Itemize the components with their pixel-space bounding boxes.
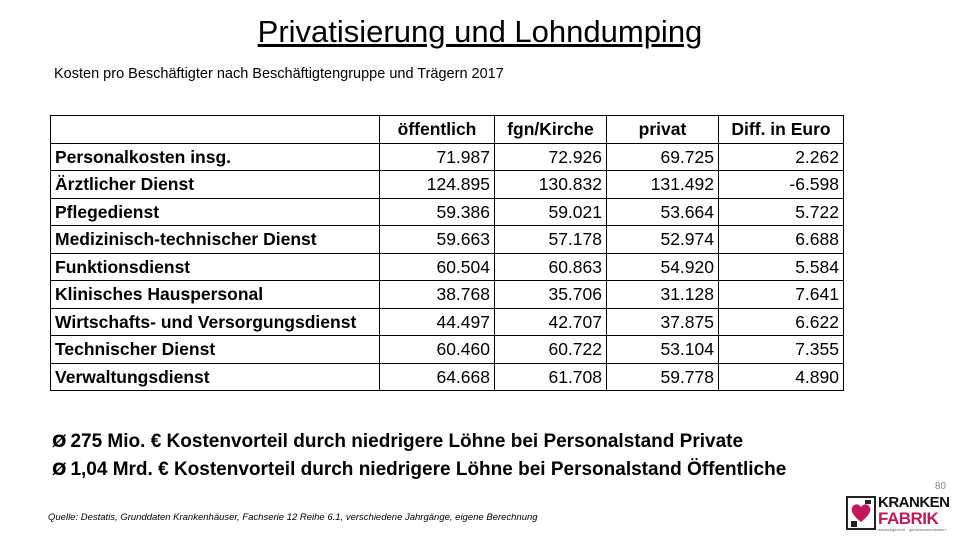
table-row xyxy=(51,171,844,199)
bullet-item xyxy=(52,428,786,456)
value-cell: 59.021 xyxy=(495,198,607,226)
column-header: Diff. in Euro xyxy=(719,116,844,144)
value-cell: 37.875 xyxy=(607,308,719,336)
row-label: Funktionsdienst xyxy=(51,253,380,281)
value-cell: 2.262 xyxy=(719,143,844,171)
value-cell: 54.920 xyxy=(607,253,719,281)
cost-table xyxy=(50,115,844,391)
value-cell: 4.890 xyxy=(719,363,844,391)
column-header: fgn/Kirche xyxy=(495,116,607,144)
table-row xyxy=(51,308,844,336)
value-cell: 130.832 xyxy=(495,171,607,199)
value-cell: 61.708 xyxy=(495,363,607,391)
table-row xyxy=(51,363,844,391)
row-label: Klinisches Hauspersonal xyxy=(51,281,380,309)
value-cell: 60.722 xyxy=(495,336,607,364)
value-cell: 31.128 xyxy=(607,281,719,309)
column-header: privat xyxy=(607,116,719,144)
table-row xyxy=(51,253,844,281)
value-cell: 72.926 xyxy=(495,143,607,171)
value-cell: 59.386 xyxy=(380,198,495,226)
value-cell: 5.722 xyxy=(719,198,844,226)
value-cell: 59.663 xyxy=(380,226,495,254)
bullet-list xyxy=(52,428,786,484)
value-cell: 53.664 xyxy=(607,198,719,226)
row-label: Verwaltungsdienst xyxy=(51,363,380,391)
value-cell: 35.706 xyxy=(495,281,607,309)
table-row xyxy=(51,281,844,309)
value-cell: 38.768 xyxy=(380,281,495,309)
bullet-text: 275 Mio. € Kostenvorteil durch niedrigere Löhne bei Personalstand Private xyxy=(70,431,744,452)
value-cell: 59.778 xyxy=(607,363,719,391)
value-cell: 57.178 xyxy=(495,226,607,254)
bullet-text: 1,04 Mrd. € Kostenvorteil durch niedrigere Löhne bei Personalstand Öffentliche xyxy=(70,459,787,480)
row-label: Pflegedienst xyxy=(51,198,380,226)
value-cell: -6.598 xyxy=(719,171,844,199)
table-row xyxy=(51,226,844,254)
logo-text-top: KRANKEN xyxy=(878,494,950,511)
bullet-arrow-icon: Ø xyxy=(52,460,67,480)
value-cell: 7.641 xyxy=(719,281,844,309)
table-row xyxy=(51,198,844,226)
column-header: öffentlich xyxy=(380,116,495,144)
table-row xyxy=(51,143,844,171)
value-cell: 124.895 xyxy=(380,171,495,199)
bullet-item xyxy=(52,456,786,484)
value-cell: 60.460 xyxy=(380,336,495,364)
header-cell-empty xyxy=(51,116,380,144)
value-cell: 60.504 xyxy=(380,253,495,281)
logo-tagline: menschgerecht · gemeinwohlorientiert xyxy=(878,527,946,532)
value-cell: 44.497 xyxy=(380,308,495,336)
value-cell: 6.622 xyxy=(719,308,844,336)
row-label: Wirtschafts- und Versorgungsdienst xyxy=(51,308,380,336)
value-cell: 64.668 xyxy=(380,363,495,391)
slide-title: Privatisierung und Lohndumping xyxy=(257,14,703,49)
table-header-row xyxy=(51,116,844,144)
value-cell: 6.688 xyxy=(719,226,844,254)
value-cell: 7.355 xyxy=(719,336,844,364)
value-cell: 53.104 xyxy=(607,336,719,364)
heart-puzzle-icon xyxy=(846,496,876,530)
value-cell: 60.863 xyxy=(495,253,607,281)
row-label: Medizinisch-technischer Dienst xyxy=(51,226,380,254)
value-cell: 71.987 xyxy=(380,143,495,171)
row-label: Ärztlicher Dienst xyxy=(51,171,380,199)
row-label: Technischer Dienst xyxy=(51,336,380,364)
logo xyxy=(846,494,956,534)
bullet-arrow-icon: Ø xyxy=(52,432,67,452)
table-subtitle: Kosten pro Beschäftigter nach Beschäftigtengruppe und Trägern 2017 xyxy=(54,66,504,82)
table-row xyxy=(51,336,844,364)
logo-text-bottom: FABRIK xyxy=(878,509,939,528)
value-cell: 42.707 xyxy=(495,308,607,336)
value-cell: 5.584 xyxy=(719,253,844,281)
row-label: Personalkosten insg. xyxy=(51,143,380,171)
page-number: 80 xyxy=(934,481,946,492)
value-cell: 69.725 xyxy=(607,143,719,171)
source-note: Quelle: Destatis, Grunddaten Krankenhäuser, Fachserie 12 Reihe 6.1, verschiedene Jahrgänge, eigene Berechnung xyxy=(48,512,538,523)
value-cell: 131.492 xyxy=(607,171,719,199)
value-cell: 52.974 xyxy=(607,226,719,254)
